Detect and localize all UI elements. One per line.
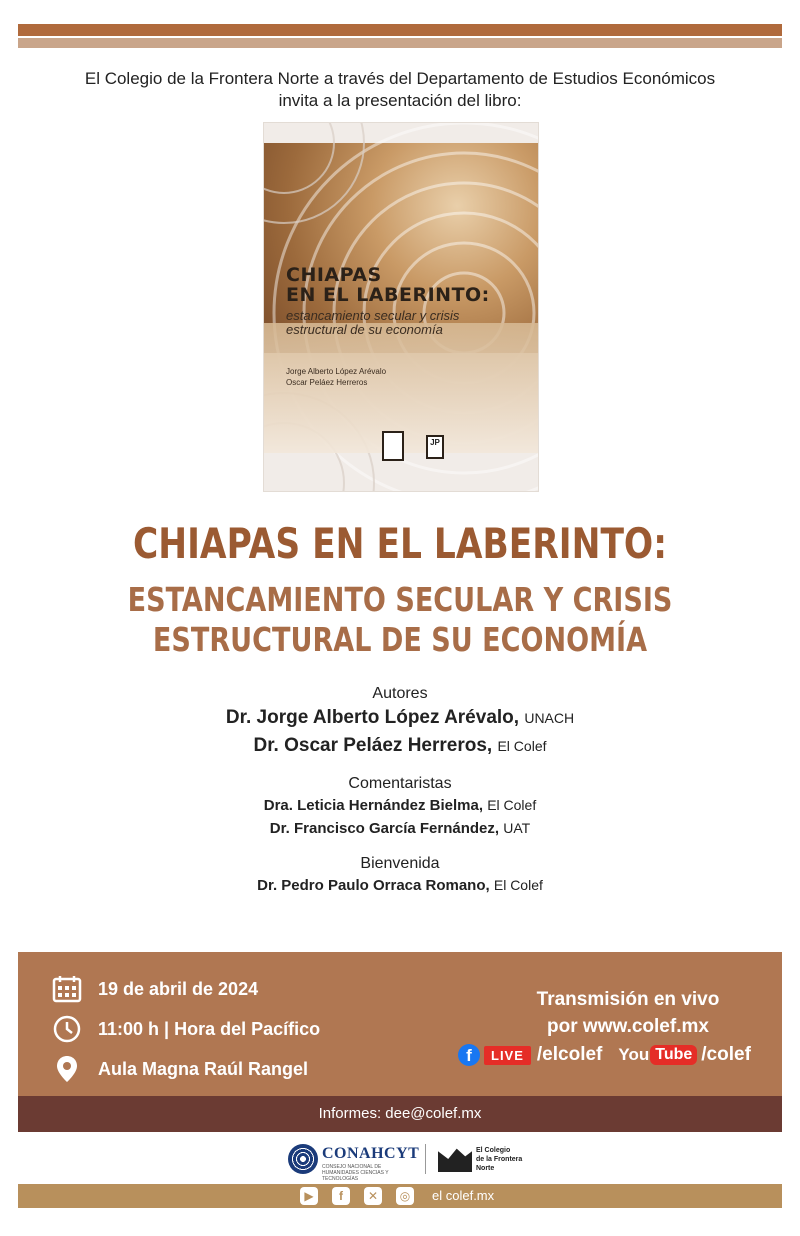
- conahcyt-name: CONAHCYT: [322, 1145, 420, 1162]
- event-time-row: [52, 1014, 320, 1044]
- university-logo: [382, 431, 404, 461]
- footer-band: [18, 1184, 782, 1208]
- commentator-row: Dra. Leticia Hernández Bielma, El Colef: [263, 797, 537, 814]
- intro-line-2: invita a la presentación del libro:: [278, 91, 522, 110]
- event-date: 19 de abril de 2024: [98, 978, 259, 999]
- cover-authors: Jorge Alberto López Arévalo Oscar Peláez Herreros: [286, 367, 387, 387]
- stream-line-1: Transmisión en vivo: [536, 989, 720, 1010]
- book-cover: [263, 122, 539, 492]
- contact-email[interactable]: Informes: dee@colef.mx: [318, 1105, 482, 1122]
- youtube-icon[interactable]: Tube: [650, 1045, 697, 1065]
- event-subtitle: ESTANCAMIENTO SECULAR Y CRISIS ESTRUCTURAL DE SU ECONOMÍA: [127, 580, 673, 659]
- stream-url[interactable]: por www.colef.mx: [547, 1016, 709, 1037]
- event-date-row: [52, 974, 258, 1004]
- youtube-handle[interactable]: /colef: [701, 1044, 751, 1065]
- event-place-row: [52, 1054, 308, 1084]
- welcome-label: Bienvenida: [360, 855, 440, 872]
- live-badge: LIVE: [484, 1046, 531, 1065]
- social-handles: [458, 1044, 751, 1066]
- event-place: Aula Magna Raúl Rangel: [98, 1058, 309, 1079]
- clock-icon: [52, 1014, 82, 1044]
- credits-section: [0, 684, 800, 897]
- author-row: Dr. Oscar Peláez Herreros, El Colef: [253, 735, 547, 756]
- intro-line-1: El Colegio de la Frontera Norte a través del Departamento de Estudios Económicos: [84, 69, 716, 88]
- stream-info: [478, 986, 778, 1040]
- facebook-icon[interactable]: f: [332, 1187, 350, 1205]
- youtube-icon[interactable]: ▶: [300, 1187, 318, 1205]
- colef-name: El Colegio de la Frontera Norte: [476, 1147, 523, 1172]
- youtube-logo-text: You: [618, 1045, 650, 1064]
- event-time: 11:00 h | Hora del Pacífico: [98, 1018, 321, 1039]
- facebook-handle[interactable]: /elcolef: [536, 1044, 603, 1065]
- logo-divider: [425, 1144, 426, 1174]
- x-icon[interactable]: ✕: [364, 1187, 382, 1205]
- intro-text: [0, 68, 800, 112]
- footer-social-icons: [300, 1187, 494, 1205]
- top-decorative-bar-light: [18, 38, 782, 48]
- sponsor-logos: [0, 1142, 800, 1182]
- cover-title: CHIAPAS EN EL LABERINTO:: [286, 264, 490, 306]
- author-row: Dr. Jorge Alberto López Arévalo, UNACH: [225, 707, 575, 728]
- welcome-row: Dr. Pedro Paulo Orraca Romano, El Colef: [257, 877, 543, 894]
- commentators-label: Comentaristas: [348, 775, 452, 792]
- facebook-icon[interactable]: f: [458, 1044, 480, 1066]
- contact-band: [18, 1096, 782, 1132]
- conahcyt-logo-icon: [288, 1144, 318, 1174]
- top-decorative-bar: [18, 24, 782, 36]
- event-title: CHIAPAS EN EL LABERINTO:: [133, 519, 667, 568]
- publisher-logo: JP: [426, 435, 444, 459]
- authors-label: Autores: [372, 685, 428, 702]
- conahcyt-tagline: CONSEJO NACIONAL DE HUMANIDADES CIENCIAS Y TECNOLOGÍAS: [322, 1164, 389, 1182]
- instagram-icon[interactable]: ◎: [396, 1187, 414, 1205]
- colef-logo-icon: [438, 1146, 472, 1172]
- event-info-band: [18, 952, 782, 1096]
- footer-url[interactable]: el colef.mx: [432, 1188, 495, 1203]
- calendar-icon: [52, 974, 82, 1004]
- cover-subtitle: estancamiento secular y crisis estructural de su economía: [286, 308, 460, 337]
- commentator-row: Dr. Francisco García Fernández, UAT: [269, 820, 531, 837]
- location-pin-icon: [52, 1054, 82, 1084]
